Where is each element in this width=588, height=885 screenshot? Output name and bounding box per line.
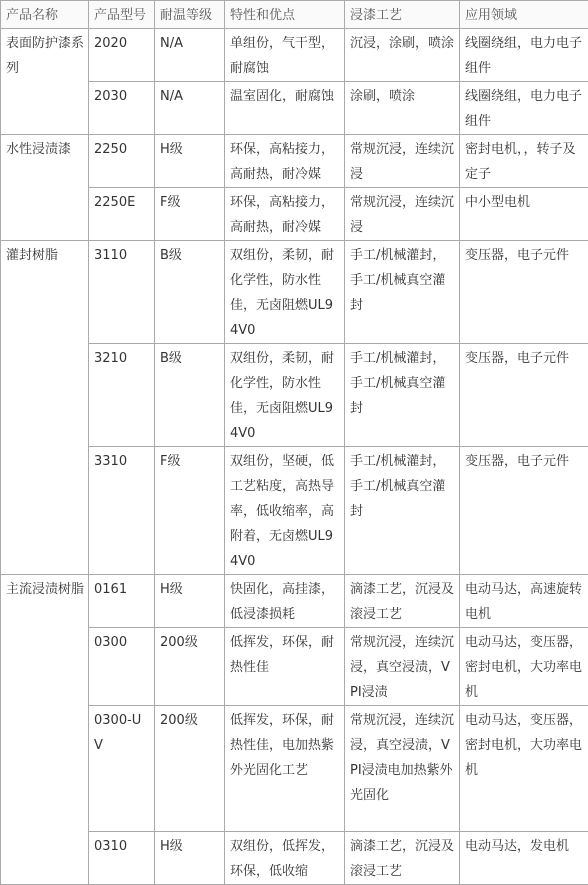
header-row bbox=[1, 1, 588, 29]
cell-model: 3210 bbox=[89, 344, 155, 447]
cell-temp: 200级 bbox=[155, 628, 225, 706]
cell-process: 涂刷，喷涂 bbox=[345, 82, 460, 135]
table-row bbox=[1, 832, 588, 885]
table-row bbox=[1, 706, 588, 832]
group-name: 表面防护漆系列 bbox=[1, 29, 89, 135]
cell-application: 密封电机，，转子及定子 bbox=[460, 135, 588, 188]
cell-features: 环保，高粘接力，高耐热，耐冷媒 bbox=[225, 135, 345, 188]
header-application: 应用领域 bbox=[460, 1, 588, 29]
cell-process: 手工/机械灌封，手工/机械真空灌封 bbox=[345, 447, 460, 575]
cell-features: 环保，高粘接力，高耐热，耐冷媒 bbox=[225, 188, 345, 241]
cell-features: 低挥发，环保，耐热性佳 bbox=[225, 628, 345, 706]
table-row bbox=[1, 29, 588, 82]
table-row bbox=[1, 135, 588, 188]
cell-application: 电动马达，变压器，密封电机，大功率电机 bbox=[460, 628, 588, 706]
cell-features: 快固化，高挂漆，低浸漆损耗 bbox=[225, 575, 345, 628]
cell-model: 0300 bbox=[89, 628, 155, 706]
cell-features: 双组份，坚硬，低工艺粘度，高热导率，低收缩率，高附着，无卤燃UL94V0 bbox=[225, 447, 345, 575]
cell-application: 电动马达，发电机 bbox=[460, 832, 588, 885]
header-features: 特性和优点 bbox=[225, 1, 345, 29]
cell-temp: F级 bbox=[155, 188, 225, 241]
cell-model: 0300-UV bbox=[89, 706, 155, 832]
cell-model: 2250 bbox=[89, 135, 155, 188]
table-row bbox=[1, 344, 588, 447]
cell-process: 手工/机械灌封，手工/机械真空灌封 bbox=[345, 344, 460, 447]
table-row bbox=[1, 82, 588, 135]
header-process: 浸漆工艺 bbox=[345, 1, 460, 29]
cell-process: 滴漆工艺，沉浸及滚浸工艺 bbox=[345, 832, 460, 885]
header-model: 产品型号 bbox=[89, 1, 155, 29]
cell-features: 温室固化，耐腐蚀 bbox=[225, 82, 345, 135]
table-row bbox=[1, 188, 588, 241]
header-temp-class: 耐温等级 bbox=[155, 1, 225, 29]
cell-features: 双组份，柔韧，耐化学性，防水性佳，无卤阻燃UL94V0 bbox=[225, 344, 345, 447]
cell-features: 双组份，柔韧，耐化学性，防水性佳，无卤阻燃UL94V0 bbox=[225, 241, 345, 344]
cell-model: 2020 bbox=[89, 29, 155, 82]
cell-application: 线圈绕组，电力电子组件 bbox=[460, 29, 588, 82]
table-row bbox=[1, 241, 588, 344]
group-name: 主流浸渍树脂 bbox=[1, 575, 89, 885]
cell-temp: H级 bbox=[155, 575, 225, 628]
cell-model: 0310 bbox=[89, 832, 155, 885]
cell-process: 手工/机械灌封，手工/机械真空灌封 bbox=[345, 241, 460, 344]
cell-application: 电动马达，高速旋转电机 bbox=[460, 575, 588, 628]
cell-temp: F级 bbox=[155, 447, 225, 575]
cell-temp: 200级 bbox=[155, 706, 225, 832]
cell-model: 3310 bbox=[89, 447, 155, 575]
cell-process: 常规沉浸，连续沉浸，真空浸渍，VPI浸渍电加热紫外光固化 bbox=[345, 706, 460, 832]
cell-process: 常规沉浸，连续沉浸 bbox=[345, 135, 460, 188]
cell-application: 变压器，电子元件 bbox=[460, 447, 588, 575]
cell-process: 常规沉浸，连续沉浸，真空浸渍，VPI浸渍 bbox=[345, 628, 460, 706]
header-product-name: 产品名称 bbox=[1, 1, 89, 29]
cell-features: 单组份，气干型，耐腐蚀 bbox=[225, 29, 345, 82]
cell-temp: N/A bbox=[155, 29, 225, 82]
cell-process: 常规沉浸，连续沉浸 bbox=[345, 188, 460, 241]
cell-process: 沉浸，涂刷，喷涂 bbox=[345, 29, 460, 82]
table-row bbox=[1, 575, 588, 628]
cell-temp: H级 bbox=[155, 135, 225, 188]
cell-temp: N/A bbox=[155, 82, 225, 135]
cell-model: 2030 bbox=[89, 82, 155, 135]
cell-features: 低挥发，环保，耐热性佳，电加热紫外光固化工艺 bbox=[225, 706, 345, 832]
cell-model: 0161 bbox=[89, 575, 155, 628]
table-row bbox=[1, 628, 588, 706]
cell-application: 中小型电机 bbox=[460, 188, 588, 241]
cell-temp: B级 bbox=[155, 241, 225, 344]
cell-application: 电动马达，变压器，密封电机，大功率电机 bbox=[460, 706, 588, 832]
cell-application: 线圈绕组，电力电子组件 bbox=[460, 82, 588, 135]
cell-application: 变压器，电子元件 bbox=[460, 241, 588, 344]
table-row bbox=[1, 447, 588, 575]
group-name: 灌封树脂 bbox=[1, 241, 89, 575]
cell-temp: H级 bbox=[155, 832, 225, 885]
cell-features: 双组份，低挥发，环保，低收缩 bbox=[225, 832, 345, 885]
cell-model: 2250E bbox=[89, 188, 155, 241]
cell-application: 变压器，电子元件 bbox=[460, 344, 588, 447]
group-name: 水性浸渍漆 bbox=[1, 135, 89, 241]
cell-process: 滴漆工艺，沉浸及滚浸工艺 bbox=[345, 575, 460, 628]
cell-temp: B级 bbox=[155, 344, 225, 447]
cell-model: 3110 bbox=[89, 241, 155, 344]
